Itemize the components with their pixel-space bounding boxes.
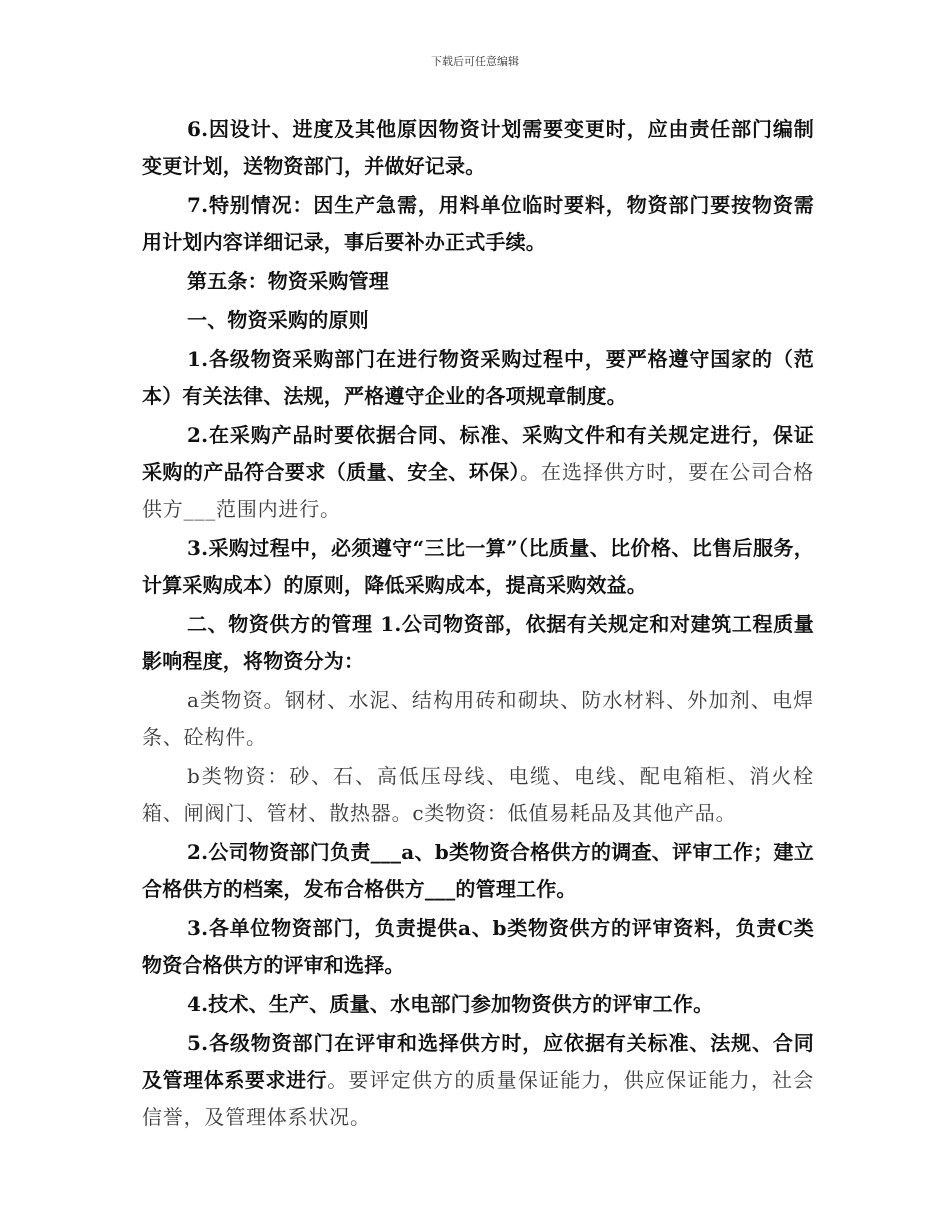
paragraph-principle-3: 3.采购过程中，必须遵守“三比一算”（比质量、比价格、比售后服务，计算采购成本）的原则，降低采购成本，提高采购效益。: [142, 536, 814, 597]
principle-2-bold-text: 2.在采购产品时要依据合同、标准、采购文件和有关规定进行，保证采购的产品符合要求（质量、安全、环保）: [142, 423, 814, 484]
paragraph-supplier-3: 3.各单位物资部门，负责提供a、b类物资供方的评审资料，负责C类物资合格供方的评审和选择。: [142, 916, 814, 977]
supplier-2-blank-2: ___: [424, 877, 456, 901]
supplier-2-text-c: 的管理工作。: [455, 877, 577, 901]
paragraph-principle-1: 1.各级物资采购部门在进行物资采购过程中，要严格遵守国家的（范本）有关法律、法规，严格遵守企业的各项规章制度。: [142, 347, 814, 408]
section-heading-article-5: 第五条：物资采购管理: [187, 269, 389, 293]
supplier-2-blank-1: ___: [370, 840, 402, 864]
paragraph-6: 6.因设计、进度及其他原因物资计划需要变更时，应由责任部门编制变更计划，送物资部门，并做好记录。: [142, 117, 814, 178]
paragraph-supplier-2: [142, 834, 814, 908]
principle-2-blank: ___: [183, 497, 217, 521]
supplier-5-bold-text: 5.各级物资部门在评审和选择供方时，应依据有关标准、法规、合同及管理体系要求进行: [142, 1031, 814, 1092]
supplier-2-text-b: a、b类物资合格供方的调查、评审工作；建立合格供方的档案，发布合格供方: [142, 840, 814, 901]
paragraph-7: 7.特别情况：因生产急需，用料单位临时要料，物资部门要按物资需用计划内容详细记录，事后要补办正式手续。: [142, 193, 814, 254]
paragraph-supplier-5: [142, 1025, 814, 1136]
paragraph-principle-2: [142, 417, 814, 528]
subheading-supplier-management: 二、物资供方的管理 1.公司物资部，依据有关规定和对建筑工程质量影响程度，将物资分为：: [142, 612, 814, 673]
supplier-2-text-a: 2.公司物资部门负责: [187, 840, 371, 864]
document-body: [142, 111, 814, 1138]
paragraph-class-b-c-materials: b类物资：砂、石、高低压母线、电缆、电线、配电箱柜、消火栓箱、闸阀门、管材、散热器。c类物资：低值易耗品及其他产品。: [142, 764, 814, 825]
supplier-5-light-text: 。要评定供方的质量保证能力，供应保证能力，社会信誉，及管理体系状况。: [142, 1068, 814, 1129]
principle-2-light-text-b: 范围内进行。: [216, 497, 341, 521]
paragraph-supplier-4: 4.技术、生产、质量、水电部门参加物资供方的评审工作。: [187, 992, 714, 1016]
principle-2-light-text-a: 。在选择供方时，要在公司合格供方: [142, 460, 814, 521]
page-header: 下载后可任意编辑: [431, 55, 519, 68]
subheading-procurement-principles: 一、物资采购的原则: [187, 308, 369, 332]
paragraph-class-a-materials: a类物资。钢材、水泥、结构用砖和砌块、防水材料、外加剂、电焊条、砼构件。: [142, 688, 814, 749]
